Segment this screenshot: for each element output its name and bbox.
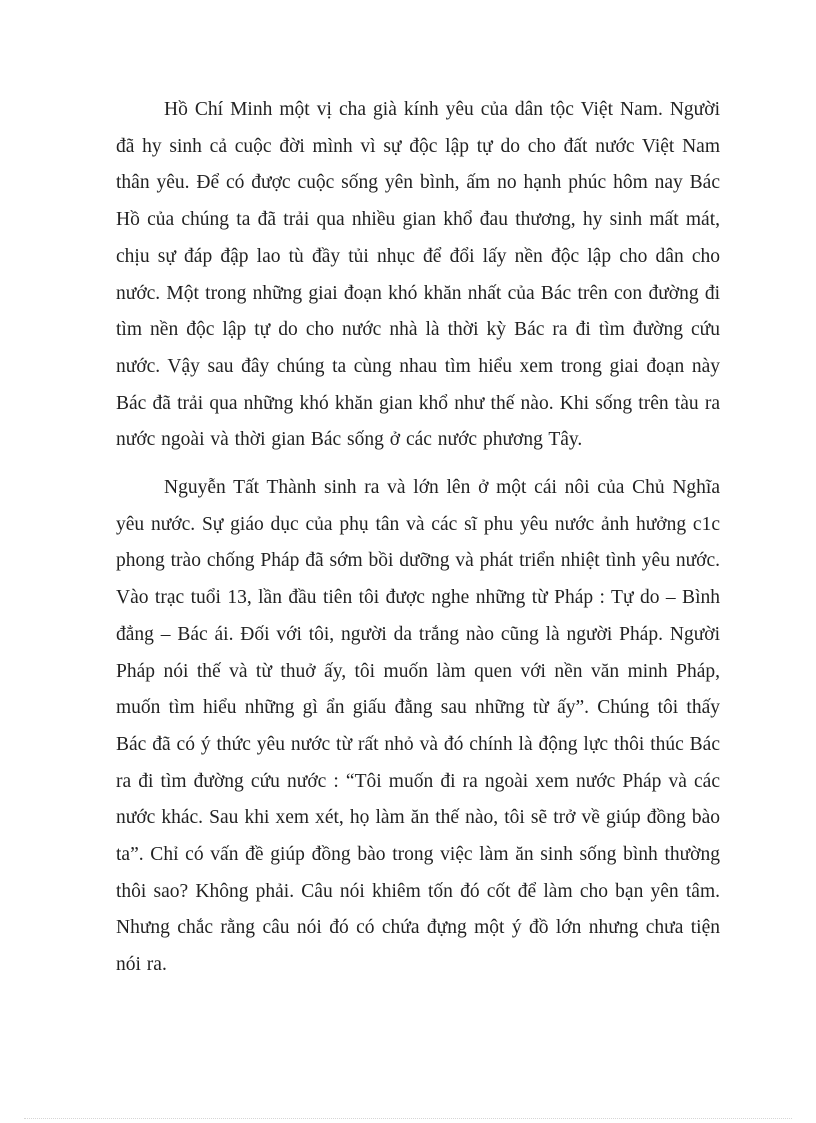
paragraph-childhood: Nguyễn Tất Thành sinh ra và lớn lên ở một cái nôi của Chủ Nghĩa yêu nước. Sự giáo dục của phụ tân và các sĩ phu yêu nước ảnh hưởng c1c phong trào chống Pháp đã sớm bồi dưỡng và phát triển nhiệt tình yêu nước. Vào trạc tuổi 13, lần đầu tiên tôi được nghe những từ Pháp : Tự do – Bình đẳng – Bác ái. Đối với tôi, người da trắng nào cũng là người Pháp. Người Pháp nói thế và từ thuở ấy, tôi muốn làm quen với nền văn minh Pháp, muốn tìm hiểu những gì ẩn giấu đằng sau những từ ấy”. Chúng tôi thấy Bác đã có ý thức yêu nước từ rất nhỏ và đó chính là động lực thôi thúc Bác ra đi tìm đường cứu nước : “Tôi muốn đi ra ngoài xem nước Pháp và các nước khác. Sau khi xem xét, họ làm ăn thế nào, tôi sẽ trở về giúp đồng bào ta”. Chỉ có vấn đề giúp đồng bào trong việc làm ăn sinh sống bình thường thôi sao? Không phải. Câu nói khiêm tốn đó cốt để làm cho bạn yên tâm. Nhưng chắc rằng câu nói đó có chứa đựng một ý đồ lớn nhưng chưa tiện nói ra. bbox=[116, 477, 720, 976]
paragraph-intro: Hồ Chí Minh một vị cha già kính yêu của dân tộc Việt Nam. Người đã hy sinh cả cuộc đời mình vì sự độc lập tự do cho đất nước Việt Nam thân yêu. Để có được cuộc sống yên bình, ấm no hạnh phúc hôm nay Bác Hồ của chúng ta đã trải qua nhiều gian khổ đau thương, hy sinh mất mát, chịu sự đáp đập lao tù đầy tủi nhục để đổi lấy nền độc lập cho dân cho nước. Một trong những giai đoạn khó khăn nhất của Bác trên con đường đi tìm nền độc lập tự do cho nước nhà là thời kỳ Bác ra đi tìm đường cứu nước. Vậy sau đây chúng ta cùng nhau tìm hiểu xem trong giai đoạn này Bác đã trải qua những khó khăn gian khổ như thế nào. Khi sống trên tàu ra nước ngoài và thời gian Bác sống ở các nước phương Tây. bbox=[116, 99, 720, 451]
document-body bbox=[116, 92, 720, 984]
page-bottom-rule bbox=[24, 1118, 792, 1119]
